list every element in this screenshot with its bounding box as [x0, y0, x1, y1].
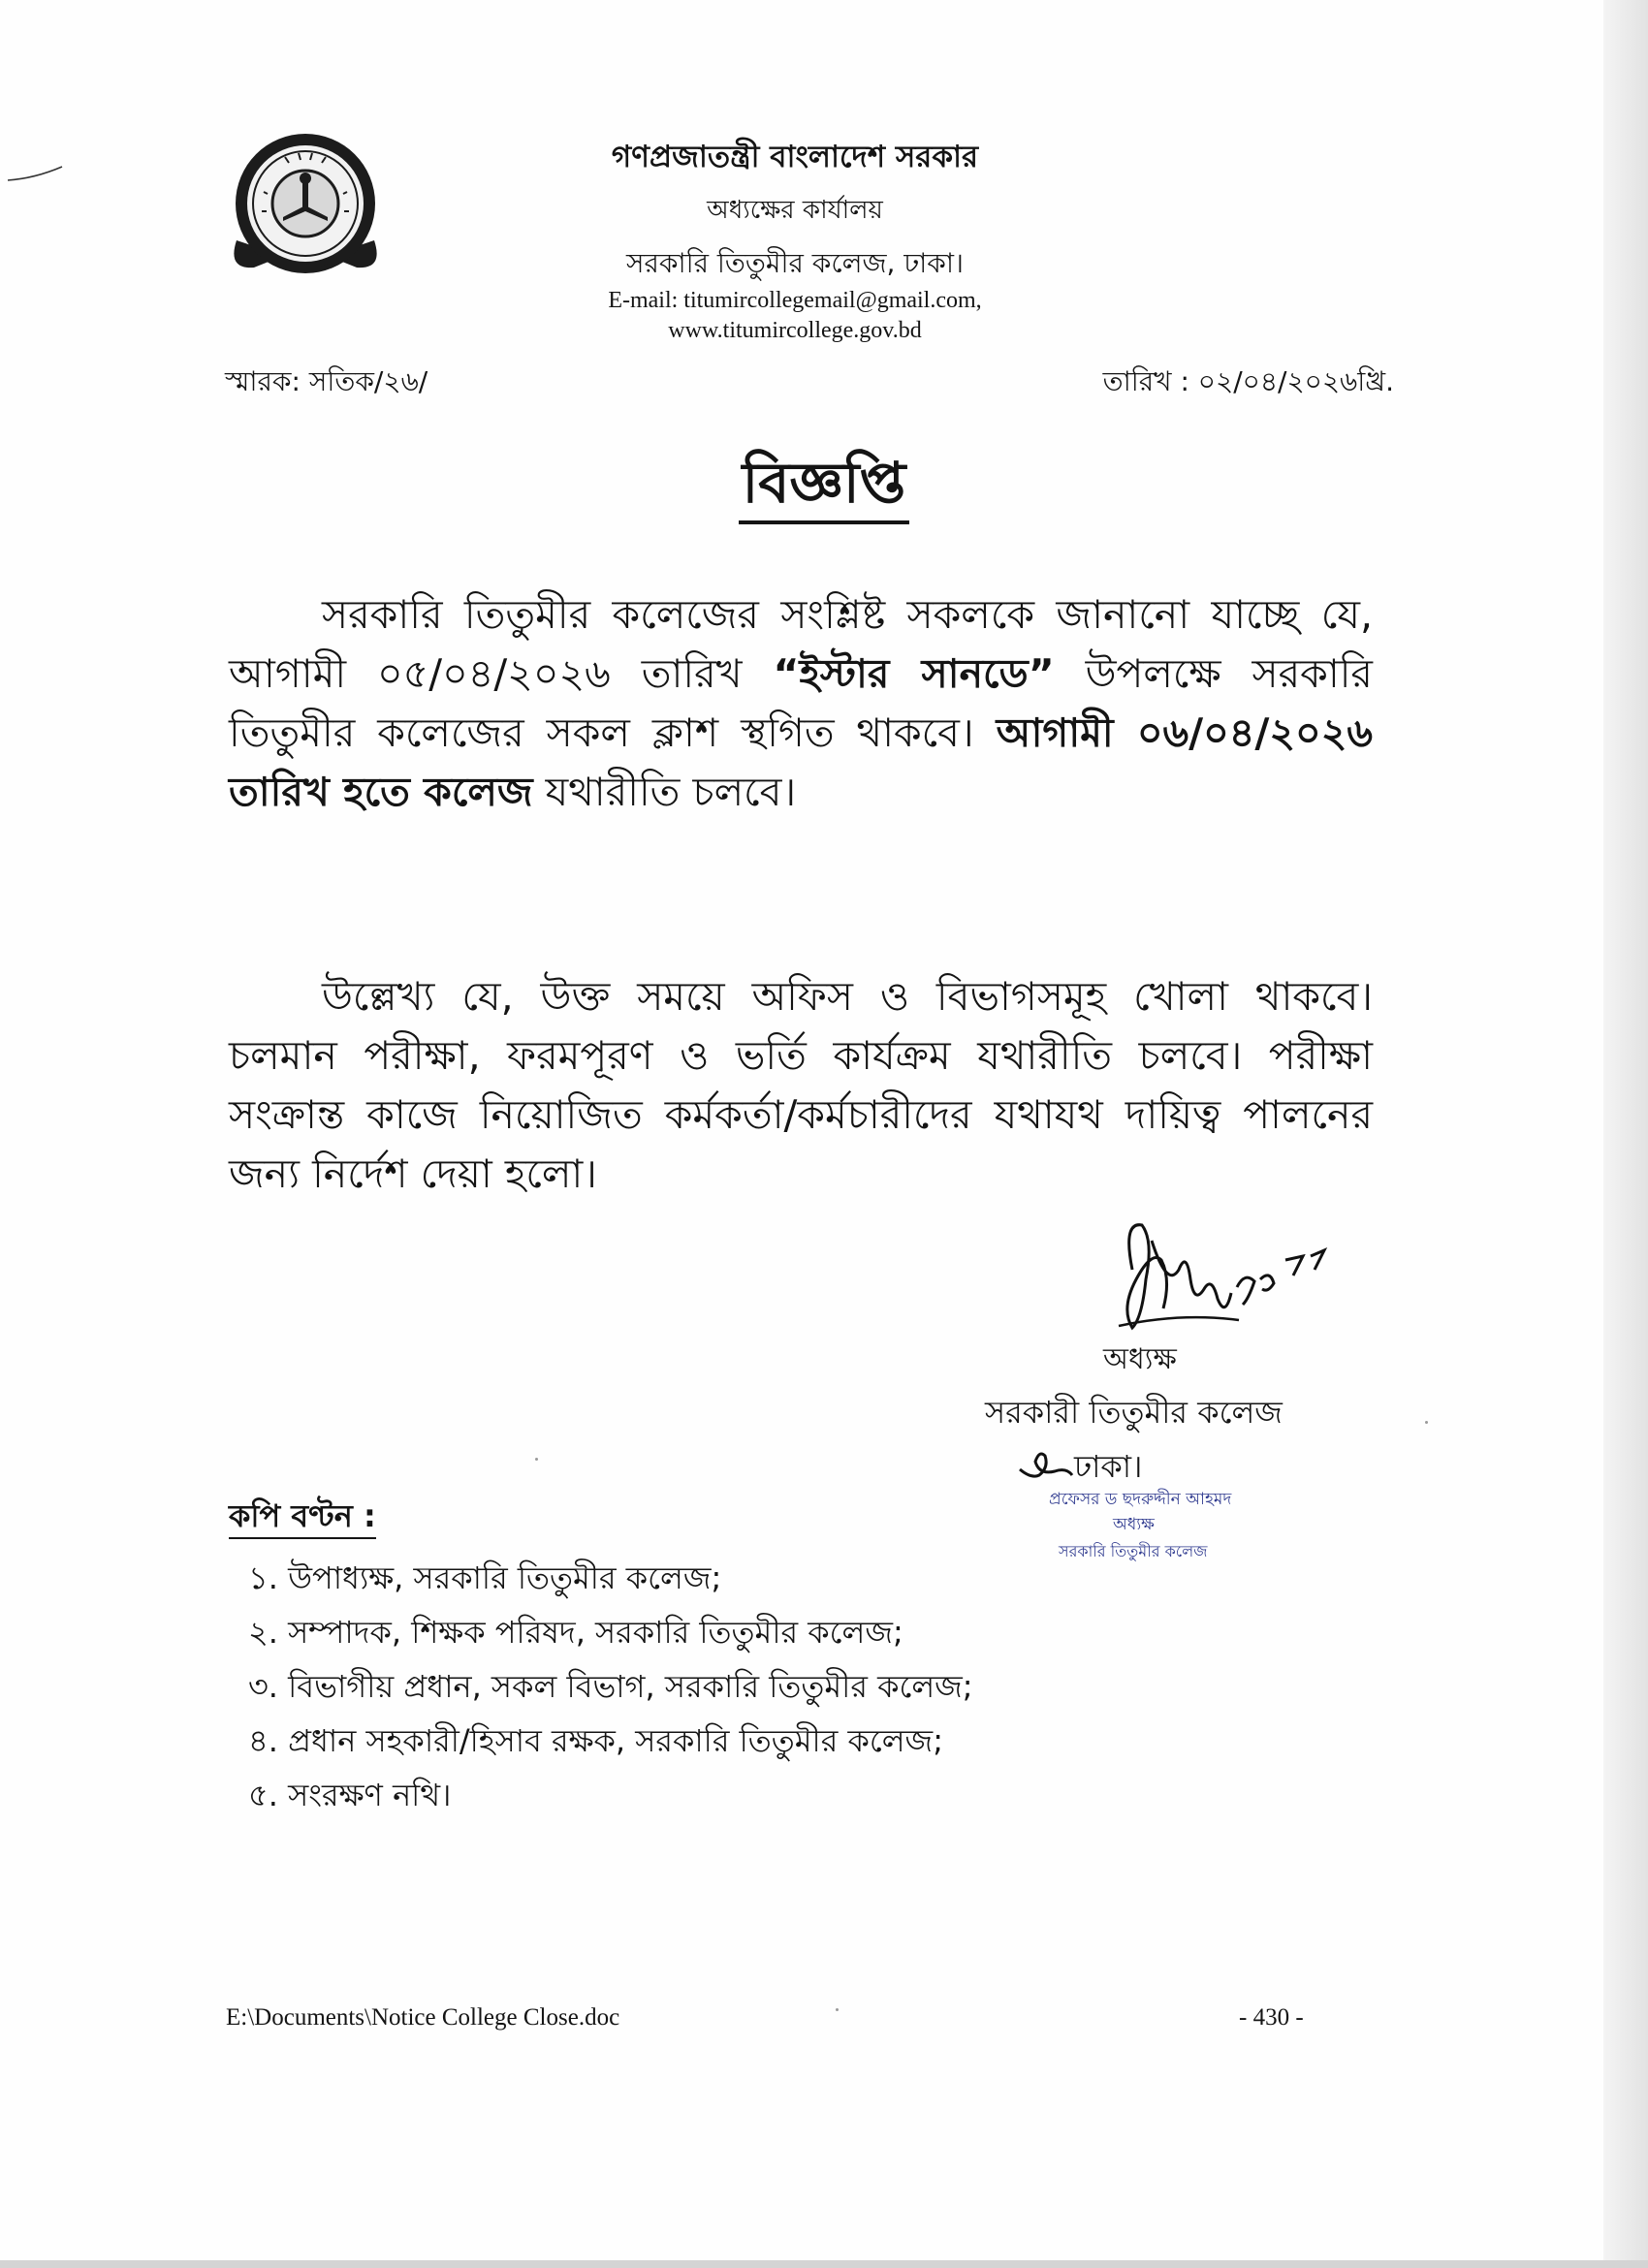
signatory-college: সরকারী তিতুমীর কলেজ: [985, 1394, 1283, 1431]
footer-page-number: - 430 -: [1239, 2004, 1304, 2031]
scan-speck: [1425, 1421, 1428, 1424]
notice-title-wrap: [0, 448, 1648, 524]
scan-speck: [535, 1458, 538, 1461]
paragraph-1-holiday-name: “ইস্টার সানডে”: [773, 650, 1055, 697]
paragraph-2-text: উল্লেখ্য যে, উক্ত সময়ে অফিস ও বিভাগসমূহ খোলা থাকবে। চলমান পরীক্ষা, ফরমপূরণ ও ভর্তি কার্যক্রম যথারীতি চলবে। পরীক্ষা সংক্রান্ত কাজে নিয়োজিত কর্মকর্তা/কর্মচারীদের যথাযথ দায়িত্ব পালনের জন্য নির্দেশ দেয়া হলো।: [229, 973, 1373, 1197]
seal-college: সরকারি তিতুমীর কলেজ: [1059, 1542, 1208, 1560]
paragraph-1-text-b: উপলক্ষে সরকারি তিতুমীর কলেজের সকল ক্লাশ স্থগিত থাকবে।: [229, 650, 1373, 756]
notice-title: বিজ্ঞপ্তি: [739, 448, 910, 524]
footer-file-path: E:\Documents\Notice College Close.doc: [226, 2004, 620, 2031]
government-name: গণপ্রজাতন্ত্রী বাংলাদেশ সরকার: [611, 140, 979, 174]
office-name: অধ্যক্ষের কার্যালয়: [707, 196, 883, 225]
notice-paragraph-1: [229, 585, 1373, 822]
copy-distribution-title: কপি বণ্টন :: [229, 1496, 376, 1539]
stray-pen-mark: [6, 165, 64, 184]
list-item: ৫. সংরক্ষণ নথি।: [248, 1777, 452, 1813]
seal-designation: অধ্যক্ষ: [1113, 1515, 1155, 1534]
notice-paragraph-2: [229, 967, 1373, 1204]
handwritten-initials: [1016, 1446, 1076, 1485]
signatory-title: অধ্যক্ষ: [1103, 1342, 1177, 1376]
notice-date: তারিখ : ০২/০৪/২০২৬খ্রি.: [1102, 365, 1394, 397]
college-email: E-mail: titumircollegemail@gmail.com,: [608, 288, 982, 313]
scan-edge-shadow: [1603, 0, 1648, 2268]
list-item: ৪. প্রধান সহকারী/হিসাব রক্ষক, সরকারি তিতুমীর কলেজ;: [248, 1722, 943, 1759]
list-item: ২. সম্পাদক, শিক্ষক পরিষদ, সরকারি তিতুমীর কলেজ;: [248, 1614, 903, 1651]
scan-speck: [836, 2008, 839, 2011]
seal-name: প্রফেসর ড ছদরুদ্দীন আহমদ: [1049, 1490, 1232, 1509]
list-item: ৩. বিভাগীয় প্রধান, সকল বিভাগ, সরকারি তিতুমীর কলেজ;: [248, 1668, 973, 1705]
scan-bottom-edge: [0, 2260, 1648, 2268]
memo-number: স্মারক: সতিক/২৬/: [225, 365, 428, 397]
handwritten-signature: [1103, 1212, 1346, 1349]
college-website: www.titumircollege.gov.bd: [668, 318, 922, 343]
paragraph-1-reopen-date: আগামী ০৬/০৪/২০২৬ তারিখ হতে কলেজ: [229, 709, 1374, 815]
college-logo: [225, 124, 386, 285]
signatory-city: ঢাকা।: [1074, 1448, 1143, 1485]
paragraph-1-text-c: যথারীতি চলবে।: [532, 769, 797, 815]
list-item: ১. উপাধ্যক্ষ, সরকারি তিতুমীর কলেজ;: [248, 1559, 722, 1596]
copy-distribution-list: [248, 1551, 973, 1822]
college-name: সরকারি তিতুমীর কলেজ, ঢাকা।: [625, 247, 965, 279]
paragraph-1-text-a: সরকারি তিতুমীর কলেজের সংশ্লিষ্ট সকলকে জানানো যাচ্ছে যে, আগামী ০৫/০৪/২০২৬ তারিখ: [229, 591, 1373, 697]
